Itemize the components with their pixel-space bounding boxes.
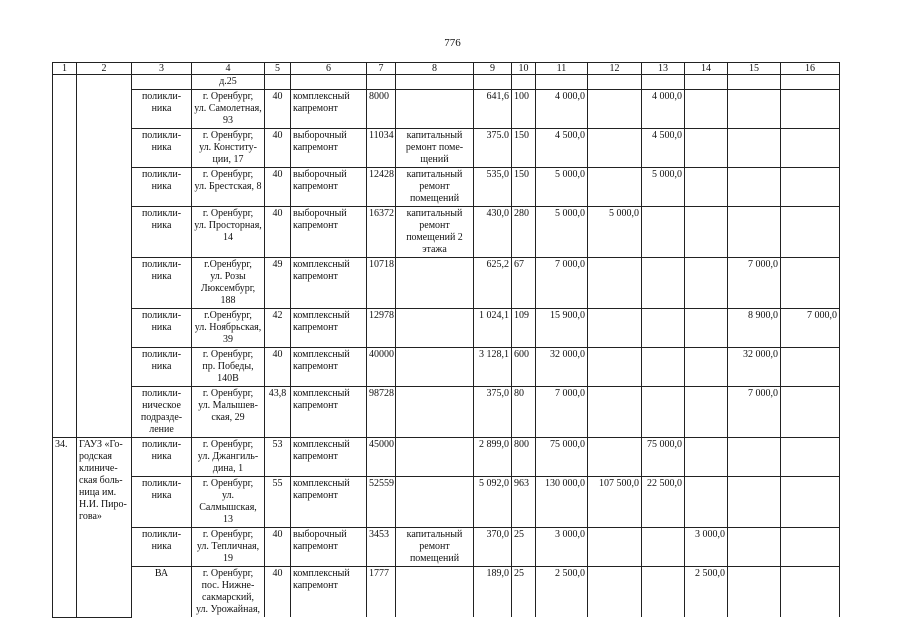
cell-c14 — [685, 387, 728, 438]
cell-c3: поликли- ника — [132, 258, 192, 309]
cell-c13: 4 000,0 — [642, 90, 685, 129]
cell-c8: капитальный ремонт помещений — [396, 168, 474, 207]
cell-c13 — [642, 387, 685, 438]
cell-c6: выборочный капремонт — [291, 168, 367, 207]
cell-c16 — [781, 207, 840, 258]
cell-c14 — [685, 309, 728, 348]
cell-c4: г. Оренбург, ул. Малышев- ская, 29 — [192, 387, 265, 438]
cell-c11 — [536, 75, 588, 90]
cell-c10: 150 — [512, 168, 536, 207]
cell-c13: 22 500,0 — [642, 477, 685, 528]
cell-c16 — [781, 477, 840, 528]
cell-c14 — [685, 477, 728, 528]
cell-c11: 5 000,0 — [536, 168, 588, 207]
cell-c5: 43,8 — [265, 387, 291, 438]
cell-c3: поликли- ника — [132, 129, 192, 168]
cell-c4: г. Оренбург, ул. Конститу- ции, 17 — [192, 129, 265, 168]
cell-c8 — [396, 75, 474, 90]
cell-c3: поликли- ника — [132, 348, 192, 387]
cell-c10: 67 — [512, 258, 536, 309]
cell-c13: 5 000,0 — [642, 168, 685, 207]
cell-c9: 535,0 — [474, 168, 512, 207]
cell-c16 — [781, 75, 840, 90]
cell-c12 — [588, 438, 642, 477]
table-row — [53, 309, 840, 348]
cell-c15 — [728, 477, 781, 528]
cell-c3: поликли- ника — [132, 207, 192, 258]
cell-c16 — [781, 129, 840, 168]
cell-c7: 10718 — [367, 258, 396, 309]
cell-c12 — [588, 309, 642, 348]
cell-c5: 40 — [265, 207, 291, 258]
header-cell: 4 — [192, 63, 265, 75]
table-row — [53, 477, 840, 528]
cell-c12 — [588, 258, 642, 309]
cell-c4: д.25 — [192, 75, 265, 90]
cell-c12 — [588, 75, 642, 90]
cell-c15 — [728, 129, 781, 168]
repair-table — [52, 62, 840, 618]
cell-c11: 130 000,0 — [536, 477, 588, 528]
cell-c4: г. Оренбург, пр. Победы, 140В — [192, 348, 265, 387]
cell-c7: 16372 — [367, 207, 396, 258]
organization-cell: ГАУЗ «Го- родская клиниче- ская боль- ница им. Н.И. Пиро- гова» — [77, 438, 132, 618]
cell-c8 — [396, 348, 474, 387]
cell-c11: 75 000,0 — [536, 438, 588, 477]
cell-c14 — [685, 75, 728, 90]
table-row — [53, 528, 840, 567]
cell-c15 — [728, 168, 781, 207]
cell-c8 — [396, 438, 474, 477]
header-cell: 10 — [512, 63, 536, 75]
cell-c4: г. Оренбург, пос. Нижне- сакмарский, ул. Урожайная, — [192, 567, 265, 618]
cell-c14 — [685, 438, 728, 477]
cell-c10: 600 — [512, 348, 536, 387]
cell-c12 — [588, 567, 642, 618]
cell-c15 — [728, 438, 781, 477]
cell-c10: 80 — [512, 387, 536, 438]
cell-c10: 100 — [512, 90, 536, 129]
cell-c6: выборочный капремонт — [291, 528, 367, 567]
cell-c13 — [642, 528, 685, 567]
cell-c11: 15 900,0 — [536, 309, 588, 348]
cell-c9: 370,0 — [474, 528, 512, 567]
cell-c3 — [132, 75, 192, 90]
header-cell: 9 — [474, 63, 512, 75]
cell-c10: 109 — [512, 309, 536, 348]
cell-c6: выборочный капремонт — [291, 129, 367, 168]
cell-c14: 2 500,0 — [685, 567, 728, 618]
cell-c15 — [728, 90, 781, 129]
cell-c15 — [728, 207, 781, 258]
cell-c3: поликли- ника — [132, 438, 192, 477]
cell-c9: 2 899,0 — [474, 438, 512, 477]
cell-c9: 641,6 — [474, 90, 512, 129]
cell-c14 — [685, 207, 728, 258]
cell-c11: 7 000,0 — [536, 258, 588, 309]
table-row — [53, 438, 840, 477]
cell-c12 — [588, 168, 642, 207]
cell-c7: 40000 — [367, 348, 396, 387]
cell-c14: 3 000,0 — [685, 528, 728, 567]
table-row — [53, 90, 840, 129]
cell-c8 — [396, 477, 474, 528]
cell-c8: капитальный ремонт помещений 2 этажа — [396, 207, 474, 258]
cell-c16 — [781, 348, 840, 387]
cell-c12 — [588, 387, 642, 438]
table-row — [53, 129, 840, 168]
cell-c10: 25 — [512, 567, 536, 618]
cell-c9: 3 128,1 — [474, 348, 512, 387]
cell-c9: 189,0 — [474, 567, 512, 618]
cell-c12 — [588, 528, 642, 567]
cell-c7: 1777 — [367, 567, 396, 618]
organization-cell — [77, 75, 132, 438]
cell-c8 — [396, 387, 474, 438]
cell-c15 — [728, 567, 781, 618]
cell-c5: 40 — [265, 168, 291, 207]
cell-c4: г. Оренбург, ул. Тепличная, 19 — [192, 528, 265, 567]
cell-c7: 98728 — [367, 387, 396, 438]
cell-c15: 8 900,0 — [728, 309, 781, 348]
cell-c4: г.Оренбург, ул. Розы Люксембург, 188 — [192, 258, 265, 309]
cell-c4: г. Оренбург, ул. Просторная, 14 — [192, 207, 265, 258]
cell-c10: 150 — [512, 129, 536, 168]
cell-c6: комплексный капремонт — [291, 90, 367, 129]
cell-c16 — [781, 168, 840, 207]
cell-c12: 107 500,0 — [588, 477, 642, 528]
cell-c9 — [474, 75, 512, 90]
cell-c7: 12978 — [367, 309, 396, 348]
cell-c5: 53 — [265, 438, 291, 477]
cell-c7: 45000 — [367, 438, 396, 477]
cell-c4: г.Оренбург, ул. Ноябрьская, 39 — [192, 309, 265, 348]
cell-c14 — [685, 168, 728, 207]
header-cell: 14 — [685, 63, 728, 75]
cell-c11: 32 000,0 — [536, 348, 588, 387]
cell-c8 — [396, 258, 474, 309]
row-number-cell: 34. — [53, 438, 77, 618]
header-cell: 12 — [588, 63, 642, 75]
header-cell: 2 — [77, 63, 132, 75]
cell-c5: 40 — [265, 348, 291, 387]
cell-c13 — [642, 567, 685, 618]
cell-c3: поликли- ника — [132, 309, 192, 348]
cell-c6: комплексный капремонт — [291, 438, 367, 477]
cell-c9: 5 092,0 — [474, 477, 512, 528]
cell-c13 — [642, 348, 685, 387]
cell-c16 — [781, 258, 840, 309]
header-row — [53, 63, 840, 75]
cell-c13: 4 500,0 — [642, 129, 685, 168]
cell-c9: 430,0 — [474, 207, 512, 258]
cell-c6: комплексный капремонт — [291, 387, 367, 438]
cell-c14 — [685, 90, 728, 129]
table-row — [53, 348, 840, 387]
cell-c11: 4 000,0 — [536, 90, 588, 129]
cell-c8 — [396, 90, 474, 129]
cell-c4: г. Оренбург, ул. Брестская, 8 — [192, 168, 265, 207]
table-row — [53, 387, 840, 438]
cell-c10: 800 — [512, 438, 536, 477]
cell-c7 — [367, 75, 396, 90]
cell-c11: 5 000,0 — [536, 207, 588, 258]
cell-c6: комплексный капремонт — [291, 258, 367, 309]
table-row — [53, 75, 840, 90]
cell-c12 — [588, 90, 642, 129]
cell-c7: 8000 — [367, 90, 396, 129]
header-cell: 3 — [132, 63, 192, 75]
cell-c10: 280 — [512, 207, 536, 258]
table-row — [53, 168, 840, 207]
header-cell: 5 — [265, 63, 291, 75]
cell-c12: 5 000,0 — [588, 207, 642, 258]
cell-c13 — [642, 309, 685, 348]
cell-c16 — [781, 567, 840, 618]
cell-c8: капитальный ремонт помещений — [396, 528, 474, 567]
cell-c14 — [685, 258, 728, 309]
cell-c6: комплексный капремонт — [291, 309, 367, 348]
cell-c15: 7 000,0 — [728, 387, 781, 438]
cell-c6: комплексный капремонт — [291, 477, 367, 528]
cell-c16 — [781, 438, 840, 477]
cell-c5: 49 — [265, 258, 291, 309]
cell-c15: 7 000,0 — [728, 258, 781, 309]
header-cell: 1 — [53, 63, 77, 75]
cell-c9: 375.0 — [474, 129, 512, 168]
cell-c5: 40 — [265, 129, 291, 168]
cell-c15 — [728, 528, 781, 567]
header-cell: 6 — [291, 63, 367, 75]
cell-c7: 11034 — [367, 129, 396, 168]
cell-c4: г. Оренбург, ул. Салмышская, 13 — [192, 477, 265, 528]
header-cell: 13 — [642, 63, 685, 75]
cell-c3: поликли- ника — [132, 528, 192, 567]
cell-c7: 3453 — [367, 528, 396, 567]
cell-c5: 40 — [265, 90, 291, 129]
cell-c11: 3 000,0 — [536, 528, 588, 567]
table-row — [53, 207, 840, 258]
cell-c6: выборочный капремонт — [291, 207, 367, 258]
table-row — [53, 567, 840, 618]
cell-c14 — [685, 348, 728, 387]
cell-c13 — [642, 75, 685, 90]
header-cell: 8 — [396, 63, 474, 75]
cell-c3: ВА — [132, 567, 192, 618]
cell-c11: 2 500,0 — [536, 567, 588, 618]
cell-c7: 12428 — [367, 168, 396, 207]
cell-c11: 4 500,0 — [536, 129, 588, 168]
cell-c5 — [265, 75, 291, 90]
cell-c8: капитальный ремонт поме- щений — [396, 129, 474, 168]
header-cell: 7 — [367, 63, 396, 75]
cell-c14 — [685, 129, 728, 168]
cell-c3: поликли- ническое подразде- ление — [132, 387, 192, 438]
cell-c16 — [781, 387, 840, 438]
cell-c15 — [728, 75, 781, 90]
cell-c10: 963 — [512, 477, 536, 528]
cell-c11: 7 000,0 — [536, 387, 588, 438]
cell-c16 — [781, 528, 840, 567]
cell-c8 — [396, 309, 474, 348]
cell-c6: комплексный капремонт — [291, 567, 367, 618]
cell-c9: 1 024,1 — [474, 309, 512, 348]
cell-c15: 32 000,0 — [728, 348, 781, 387]
header-cell: 15 — [728, 63, 781, 75]
cell-c12 — [588, 348, 642, 387]
cell-c3: поликли- ника — [132, 168, 192, 207]
page-number: 776 — [444, 37, 461, 49]
table-body — [53, 63, 840, 618]
cell-c16: 7 000,0 — [781, 309, 840, 348]
cell-c4: г. Оренбург, ул. Самолетная, 93 — [192, 90, 265, 129]
cell-c9: 625,2 — [474, 258, 512, 309]
cell-c12 — [588, 129, 642, 168]
cell-c10: 25 — [512, 528, 536, 567]
cell-c6: комплексный капремонт — [291, 348, 367, 387]
cell-c3: поликли- ника — [132, 90, 192, 129]
header-cell: 16 — [781, 63, 840, 75]
cell-c10 — [512, 75, 536, 90]
cell-c8 — [396, 567, 474, 618]
cell-c6 — [291, 75, 367, 90]
cell-c3: поликли- ника — [132, 477, 192, 528]
cell-c7: 52559 — [367, 477, 396, 528]
cell-c9: 375,0 — [474, 387, 512, 438]
cell-c13 — [642, 207, 685, 258]
cell-c13 — [642, 258, 685, 309]
table-row — [53, 258, 840, 309]
cell-c5: 42 — [265, 309, 291, 348]
cell-c13: 75 000,0 — [642, 438, 685, 477]
cell-c5: 40 — [265, 528, 291, 567]
header-cell: 11 — [536, 63, 588, 75]
cell-c5: 40 — [265, 567, 291, 618]
cell-c4: г. Оренбург, ул. Джангиль- дина, 1 — [192, 438, 265, 477]
cell-c5: 55 — [265, 477, 291, 528]
row-number-cell — [53, 75, 77, 438]
cell-c16 — [781, 90, 840, 129]
